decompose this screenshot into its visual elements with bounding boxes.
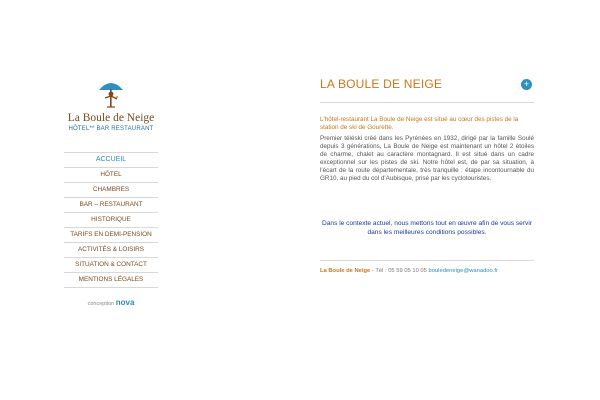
contact-email-link[interactable]: bouledeneige@wanadoo.fr — [428, 268, 498, 274]
logo-subtitle: HÔTEL** BAR RESTAURANT — [68, 126, 154, 132]
menu-item-mentions-legales[interactable]: MENTIONS LÉGALES — [64, 273, 158, 288]
divider-bottom — [320, 260, 534, 261]
menu-item-chambres[interactable]: CHAMBRES — [64, 183, 158, 198]
nova-brand: nova — [115, 298, 135, 307]
menu-item-activites[interactable]: ACTIVITÉS & LOISIRS — [64, 243, 158, 258]
page-title: LA BOULE DE NEIGE — [320, 77, 443, 91]
menu-item-historique[interactable]: HISTORIQUE — [64, 213, 158, 228]
conception-credit[interactable] — [64, 298, 158, 307]
contact-name: La Boule de Neige — [320, 268, 371, 274]
divider-top — [320, 102, 534, 103]
menu-item-situation-contact[interactable]: SITUATION & CONTACT — [64, 258, 158, 273]
logo[interactable] — [64, 78, 158, 138]
notice-text: Dans le contexte actuel, nous mettons tout en œuvre afin de vous servir dans les meilleures conditions possibles. — [321, 220, 532, 236]
contact-phone: Tél : 05 59 05 10 05 — [375, 268, 427, 274]
menu-item-bar-restaurant[interactable]: BAR – RESTAURANT — [64, 198, 158, 213]
main-content — [320, 76, 534, 274]
contact-line — [320, 268, 534, 274]
menu-item-hotel[interactable]: HÔTEL — [64, 168, 158, 183]
description-text: Premier téléski créé dans les Pyrénées en 1932, dirigé par la famille Soulé depuis 3 générations, La Boule de Neige est maintenant un hôtel 2 étoiles de charme, chalet au caractère montagnard. Il est situé dans un cadre exceptionnel sur les pistes de ski. Notre hôtel est, de par sa situation, à l'écart de la route départementale, très tranquille : étape incontournable du GR10, au pied du col d'Aubisque, prisé par les cyclotouristes. — [320, 135, 534, 182]
menu-item-tarifs[interactable]: TARIFS EN DEMI-PENSION — [64, 228, 158, 243]
conception-label: conception — [87, 301, 115, 307]
logo-title: La Boule de Neige — [67, 112, 155, 124]
plus-icon[interactable]: + — [521, 79, 532, 90]
contact-separator: - — [370, 268, 376, 274]
sidebar — [64, 78, 158, 307]
intro-text: L'hôtel-restaurant La Boule de Neige est situé au cœur des pistes de la station de ski de Gourette. — [320, 116, 519, 131]
menu-item-accueil[interactable]: ACCUEIL — [64, 152, 158, 168]
skier-logo-icon — [97, 78, 125, 110]
main-menu — [64, 152, 158, 288]
